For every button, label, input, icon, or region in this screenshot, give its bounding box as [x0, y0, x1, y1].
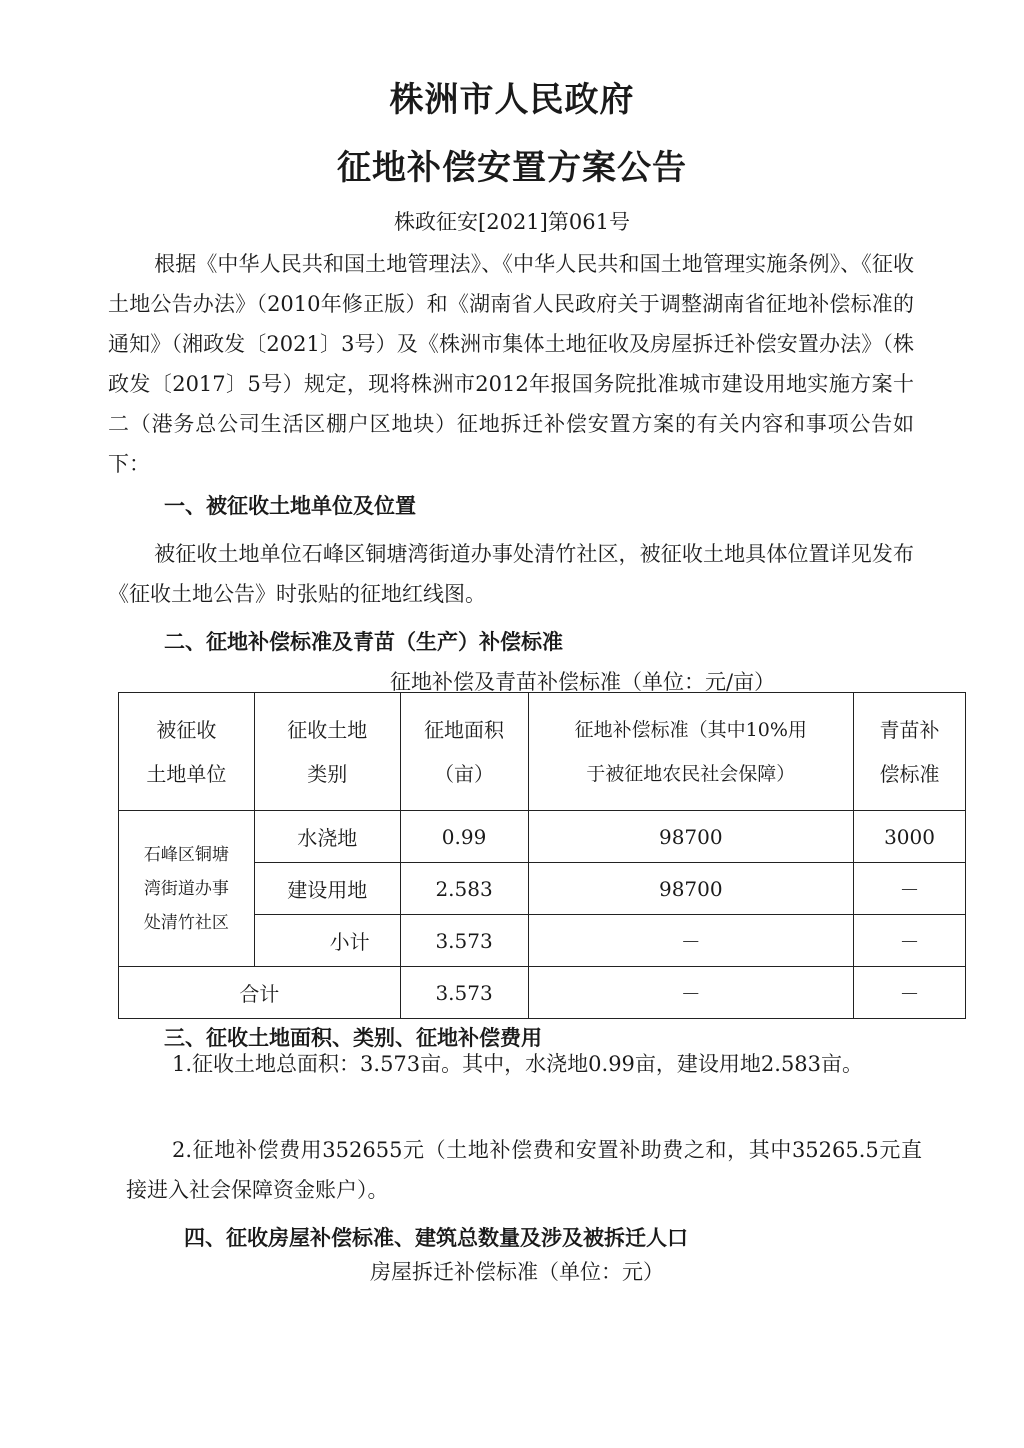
document-title-issuer: 株洲市人民政府 [389, 80, 635, 120]
area-cell: 3.573 [400, 967, 528, 1019]
section3-item1-text: 1.征收土地总面积：3.573亩。其中，水浇地0.99亩，建设用地2.583亩。 [172, 1052, 864, 1076]
table-caption: 征地补偿及青苗补偿标准（单位：元/亩） [390, 670, 776, 694]
area-cell: 2.583 [400, 863, 528, 915]
header-land-type: 征收土地 类别 [254, 693, 400, 811]
compensation-table [118, 692, 966, 1019]
table-row-total [119, 967, 966, 1019]
section1-body [108, 534, 914, 614]
crop-cell: 3000 [854, 811, 966, 863]
header-crop-standard: 青苗补 偿标准 [854, 693, 966, 811]
area-cell: 0.99 [400, 811, 528, 863]
crop-cell: － [854, 915, 966, 967]
land-type-cell: 建设用地 [254, 863, 400, 915]
crop-cell: － [854, 967, 966, 1019]
section4-heading: 四、征收房屋补偿标准、建筑总数量及涉及被拆迁人口 [184, 1226, 688, 1250]
document-number: 株政征安[2021]第061号 [394, 210, 630, 234]
section4-caption: 房屋拆迁补偿标准（单位：元） [370, 1260, 664, 1284]
land-type-cell: 水浇地 [254, 811, 400, 863]
standard-cell: － [528, 967, 854, 1019]
crop-cell: － [854, 863, 966, 915]
intro-text: 根据《中华人民共和国土地管理法》、《中华人民共和国土地管理实施条例》、《征收土地公告办法》（2010年修正版）和《湖南省人民政府关于调整湖南省征地补偿标准的通知》（湘政发〔2021〕3号）及《株洲市集体土地征收及房屋拆迁补偿安置办法》（株政发〔2017〕5号）规定，现将株洲市2012年报国务院批准城市建设用地实施方案十二（港务总公司生活区棚户区地块）征地拆迁补偿安置方案的有关内容和事项公告如下： [108, 252, 914, 476]
intro-paragraph [108, 244, 914, 484]
section3-item1 [126, 1044, 922, 1084]
header-land-unit: 被征收 土地单位 [119, 693, 255, 811]
header-compensation-standard: 征地补偿标准（其中10%用 于被征地农民社会保障） [528, 693, 854, 811]
standard-cell: － [528, 915, 854, 967]
section3-item2 [126, 1130, 922, 1210]
standard-cell: 98700 [528, 811, 854, 863]
table-row [119, 811, 966, 863]
section2-heading: 二、征地补偿标准及青苗（生产）补偿标准 [164, 630, 563, 654]
area-cell: 3.573 [400, 915, 528, 967]
document-title-subject: 征地补偿安置方案公告 [337, 148, 687, 188]
section3-item2-text: 2.征地补偿费用352655元（土地补偿费和安置补助费之和，其中35265.5元直接进入社会保障资金账户）。 [126, 1138, 922, 1202]
header-area: 征地面积 （亩） [400, 693, 528, 811]
table-header-row [119, 693, 966, 811]
section1-text: 被征收土地单位石峰区铜塘湾街道办事处清竹社区，被征收土地具体位置详见发布《征收土地公告》时张贴的征地红线图。 [108, 542, 914, 606]
standard-cell: 98700 [528, 863, 854, 915]
section3-heading: 三、征收土地面积、类别、征地补偿费用 [164, 1026, 542, 1050]
land-unit-cell: 石峰区铜塘 湾街道办事 处清竹社区 [119, 811, 255, 967]
total-label-cell: 合计 [119, 967, 401, 1019]
subtotal-label-cell: 小计 [254, 915, 400, 967]
section1-heading: 一、被征收土地单位及位置 [164, 494, 416, 518]
